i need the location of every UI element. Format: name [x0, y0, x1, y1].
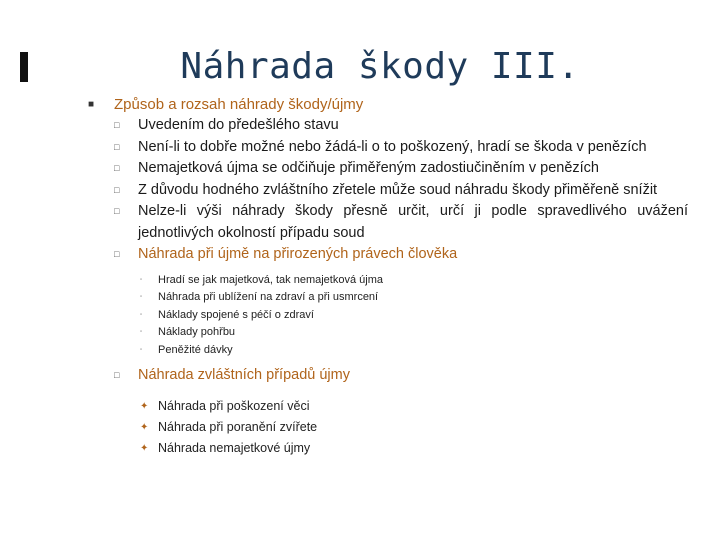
slide-title: Náhrada škody III. — [180, 46, 580, 87]
bullet-text: Náhrada zvláštních případů újmy — [138, 367, 350, 383]
bullet-level3 — [88, 438, 688, 459]
bullet-text: Peněžité dávky — [158, 343, 233, 356]
hollow-square-bullet-icon: □ — [114, 184, 120, 195]
bullet-text: Náklady pohřbu — [158, 326, 236, 338]
star-bullet-icon: ✦ — [140, 442, 149, 454]
bullet-level2 — [88, 158, 688, 180]
small-square-bullet-icon: ▫ — [140, 329, 143, 335]
bullet-level3 — [88, 417, 688, 438]
bullet-level3 — [88, 272, 688, 290]
slide-content — [88, 94, 688, 459]
hollow-square-bullet-icon: □ — [114, 206, 120, 216]
bullet-text: Nemajetková újma se odčiňuje přiměřeným zadostiučiněním v penězích — [138, 160, 599, 176]
bullet-text: Způsob a rozsah náhrady škody/újmy — [114, 96, 364, 113]
bullet-level2 — [88, 201, 688, 244]
bullet-text: Náhrada při ublížení na zdraví a při usmrcení — [158, 291, 379, 303]
bullet-level2 — [88, 365, 688, 387]
bullet-level3 — [88, 396, 688, 417]
bullet-level3 — [88, 307, 688, 325]
bullet-text: Náklady spojené s péčí o zdraví — [158, 308, 314, 321]
bullet-level1 — [88, 94, 688, 115]
hollow-square-bullet-icon: □ — [114, 370, 120, 380]
bullet-text: Uvedením do předešlého stavu — [138, 117, 339, 133]
bullet-level2 — [88, 137, 688, 159]
hollow-square-bullet-icon: □ — [114, 141, 120, 152]
bullet-level2 — [88, 180, 688, 202]
star-bullet-icon: ✦ — [140, 421, 149, 433]
bullet-text: Hradí se jak majetková, tak nemajetková újma — [158, 273, 383, 286]
bullet-text: Z důvodu hodného zvláštního zřetele může soud náhradu škody přiměřeně snížit — [138, 181, 658, 198]
bullet-text: Náhrada při poškození věci — [158, 398, 310, 413]
small-square-bullet-icon: ▫ — [140, 311, 143, 318]
bullet-text: Náhrada při újmě na přirozených právech člověka — [138, 246, 458, 262]
bullet-level3 — [88, 324, 688, 342]
square-bullet-icon: ■ — [88, 99, 95, 110]
small-square-bullet-icon: ▫ — [140, 276, 143, 283]
bullet-text: Náhrada nemajetkové újmy — [158, 440, 311, 455]
bullet-level2 — [88, 115, 688, 137]
hollow-square-bullet-icon: □ — [114, 249, 120, 259]
bullet-text: Nelze-li výši náhrady škody přesně určit, určí ji podle spravedlivého uvážení jednotlivých okolností případu soud — [138, 203, 688, 241]
bullet-level3 — [88, 342, 688, 360]
star-bullet-icon: ✦ — [140, 400, 149, 412]
bullet-text: Náhrada při poranění zvířete — [158, 419, 318, 434]
bullet-level2 — [88, 244, 688, 266]
hollow-square-bullet-icon: □ — [114, 163, 120, 173]
bullet-level3 — [88, 289, 688, 307]
small-square-bullet-icon: ▫ — [140, 294, 143, 300]
hollow-square-bullet-icon: □ — [114, 120, 120, 130]
small-square-bullet-icon: ▫ — [140, 346, 143, 353]
bullet-text: Není-li to dobře možné nebo žádá-li o to poškozený, hradí se škoda v penězích — [138, 138, 647, 155]
